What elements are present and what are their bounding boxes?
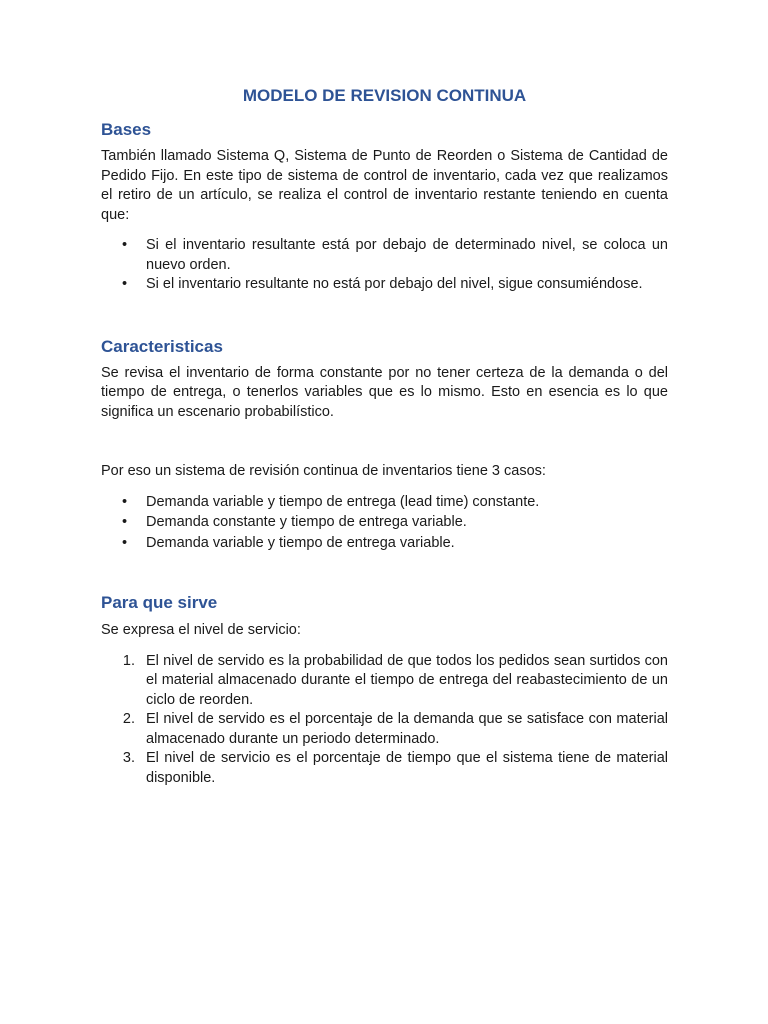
- bullet-icon: •: [122, 493, 128, 510]
- list-item-text: Demanda variable y tiempo de entrega variable.: [146, 534, 455, 551]
- list-item-text: Demanda constante y tiempo de entrega variable.: [146, 514, 467, 530]
- bullet-icon: •: [122, 237, 128, 253]
- section-heading-caracteristicas: Caracteristicas: [101, 336, 223, 356]
- list-number: 2.: [122, 711, 135, 727]
- document-title: MODELO DE REVISION CONTINUA: [242, 86, 527, 105]
- list-item: [101, 513, 668, 533]
- list-item-text: Si el inventario resultante está por debajo de determinado nivel, se coloca un nuevo orden.: [146, 237, 668, 273]
- list-item: [101, 652, 668, 711]
- section-heading-para-que-sirve: Para que sirve: [101, 593, 218, 612]
- caracteristicas-intro: Por eso un sistema de revisión continua de inventarios tiene 3 casos:: [101, 463, 546, 479]
- para-que-sirve-intro: Se expresa el nivel de servicio:: [101, 622, 301, 638]
- section-heading-bases: Bases: [101, 120, 152, 139]
- bullet-icon: •: [122, 276, 128, 292]
- list-item: [101, 534, 668, 554]
- bases-bullet-list: [101, 236, 668, 295]
- list-item: [101, 236, 668, 275]
- list-item: [101, 275, 668, 295]
- list-item-text: El nivel de servicio es el porcentaje de tiempo que el sistema tiene de material disponible.: [146, 750, 668, 786]
- bases-paragraph: También llamado Sistema Q, Sistema de Punto de Reorden o Sistema de Cantidad de Pedido Fijo. En este tipo de sistema de control de inventario, cada vez que realizamos el retiro de un artículo, se realiza el control de inventario restante teniendo en cuenta que:: [101, 148, 668, 223]
- list-item: [101, 710, 668, 749]
- document-page: [101, 84, 668, 788]
- bullet-icon: •: [122, 534, 128, 551]
- para-que-sirve-numbered-list: [101, 652, 668, 789]
- caracteristicas-bullet-list: [101, 493, 668, 554]
- list-item: [101, 493, 668, 513]
- list-item-text: Si el inventario resultante no está por debajo del nivel, sigue consumiéndose.: [146, 276, 643, 292]
- list-item-text: El nivel de servido es el porcentaje de la demanda que se satisface con material almacenado durante un periodo determinado.: [146, 711, 668, 747]
- list-item-text: Demanda variable y tiempo de entrega (lead time) constante.: [146, 493, 540, 510]
- caracteristicas-paragraph: Se revisa el inventario de forma constante por no tener certeza de la demanda o del tiempo de entrega, o tenerlos variables que es lo mismo. Esto en esencia es lo que significa un escenario probabilístico.: [101, 364, 668, 420]
- list-item-text: El nivel de servido es la probabilidad de que todos los pedidos sean surtidos con el material almacenado durante el tiempo de entrega del reabastecimiento de un ciclo de reorden.: [146, 652, 668, 708]
- list-number: 3.: [122, 750, 135, 766]
- bullet-icon: •: [122, 514, 128, 530]
- list-item: [101, 749, 668, 788]
- list-number: 1.: [122, 652, 135, 669]
